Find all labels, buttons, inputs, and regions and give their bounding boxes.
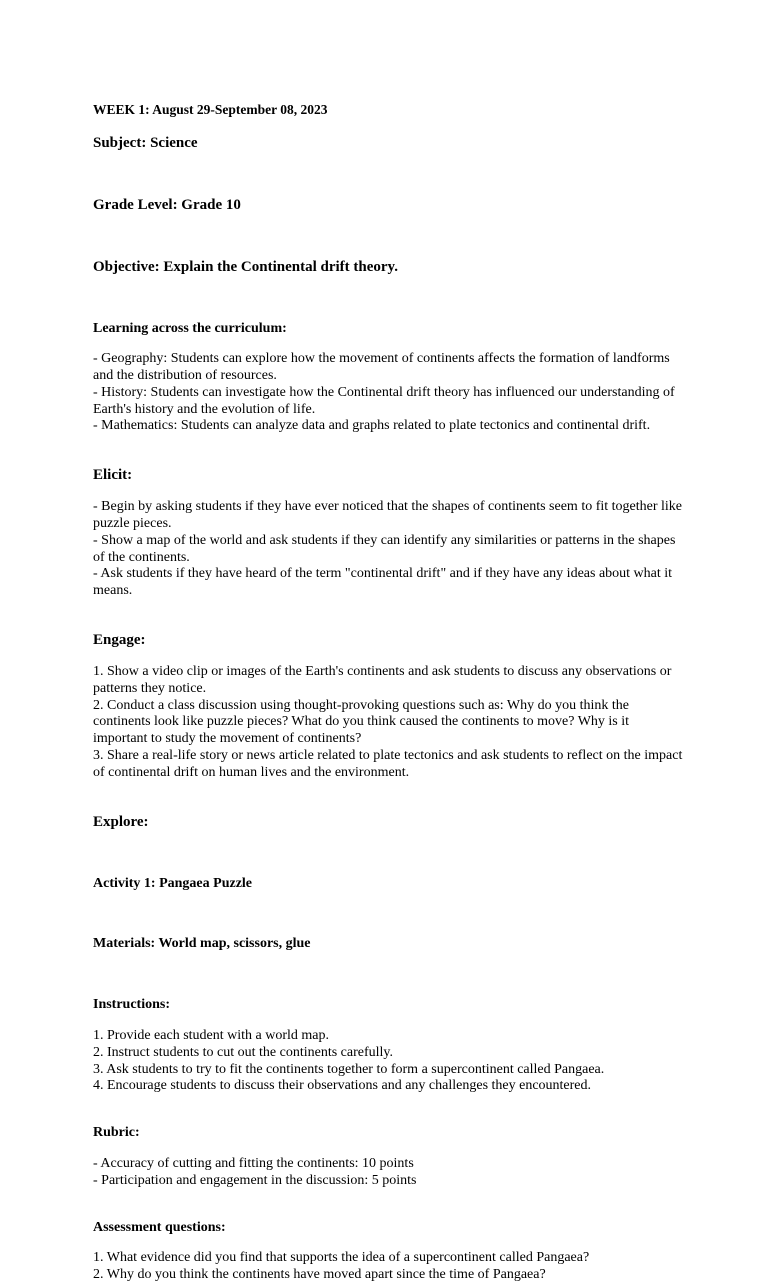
assessment-heading: Assessment questions: xyxy=(93,1219,226,1235)
list-item: - Begin by asking students if they have ever noticed that the shapes of continents seem to fit together like puzzle pieces. xyxy=(93,499,683,532)
list-item: - History: Students can investigate how the Continental drift theory has influenced our understanding of Earth's history and the evolution of life. xyxy=(93,384,675,417)
rubric-heading: Rubric: xyxy=(93,1125,140,1141)
list-item: 4. Encourage students to discuss their observations and any challenges they encountered. xyxy=(93,1078,592,1094)
list-item: 1. What evidence did you find that supports the idea of a supercontinent called Pangaea? xyxy=(93,1250,590,1266)
grade-heading: Grade Level: Grade 10 xyxy=(93,196,241,213)
list-item: - Participation and engagement in the discussion: 5 points xyxy=(93,1172,417,1188)
elicit-heading: Elicit: xyxy=(93,467,133,484)
list-item: - Ask students if they have heard of the term "continental drift" and if they have any ideas about what it means. xyxy=(93,566,673,599)
list-item: 2. Instruct students to cut out the continents carefully. xyxy=(93,1044,394,1060)
list-item: - Geography: Students can explore how the movement of continents affects the formation of landforms and the distribution of resources. xyxy=(93,351,670,384)
list-item: - Accuracy of cutting and fitting the continents: 10 points xyxy=(93,1156,414,1172)
explore-heading: Explore: xyxy=(93,813,149,830)
week-heading: WEEK 1: August 29-September 08, 2023 xyxy=(93,101,328,117)
instructions-list xyxy=(93,1028,683,1095)
learning-heading: Learning across the curriculum: xyxy=(93,320,287,336)
materials-heading: Materials: World map, scissors, glue xyxy=(93,936,311,952)
learning-section xyxy=(93,321,683,436)
list-item: 2. Why do you think the continents have moved apart since the time of Pangaea? xyxy=(93,1267,546,1283)
list-item: - Mathematics: Students can analyze data and graphs related to plate tectonics and continental drift. xyxy=(93,418,651,434)
engage-section xyxy=(93,631,683,782)
subject-heading: Subject: Science xyxy=(93,134,198,151)
lesson-plan-page xyxy=(93,87,683,1284)
assessment-list xyxy=(93,1250,683,1284)
list-item: 3. Ask students to try to fit the continents together to form a supercontinent called Pangaea. xyxy=(93,1061,605,1077)
list-item: 3. Share a real-life story or news article related to plate tectonics and ask students to reflect on the impact of continental drift on human lives and the environment. xyxy=(93,748,683,780)
instructions-heading: Instructions: xyxy=(93,997,171,1013)
activity-heading: Activity 1: Pangaea Puzzle xyxy=(93,875,253,891)
objective-heading: Objective: Explain the Continental drift theory. xyxy=(93,258,398,275)
elicit-section xyxy=(93,466,683,600)
list-item: - Show a map of the world and ask students if they can identify any similarities or patterns in the shapes of the continents. xyxy=(93,532,676,565)
elicit-list xyxy=(93,499,683,600)
learning-list xyxy=(93,351,683,435)
list-item: 1. Provide each student with a world map. xyxy=(93,1028,330,1044)
explore-section xyxy=(93,813,683,1284)
list-item: 1. Show a video clip or images of the Earth's continents and ask students to discuss any observations or patterns they notice. xyxy=(93,664,672,696)
list-item: 2. Conduct a class discussion using thought-provoking questions such as: Why do you think the continents look like puzzle pieces? What do you think caused the continents to move? Why is it important to study the movement of continents? xyxy=(93,697,630,747)
rubric-list xyxy=(93,1156,683,1190)
engage-heading: Engage: xyxy=(93,632,146,649)
engage-list xyxy=(93,664,683,782)
